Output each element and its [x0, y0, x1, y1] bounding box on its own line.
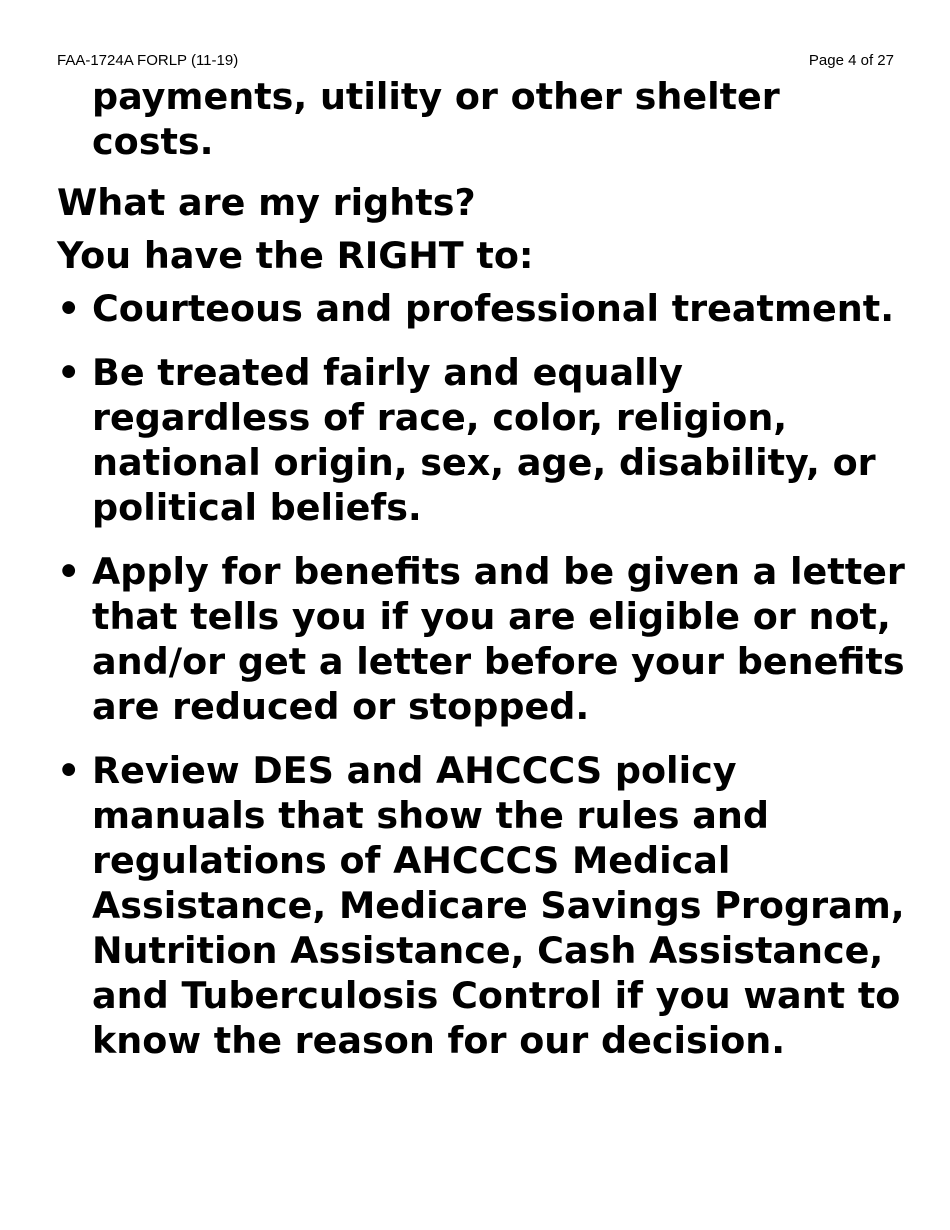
bullet-icon: • — [57, 550, 81, 593]
continued-paragraph: payments, utility or other shelter costs. — [92, 75, 780, 163]
list-item-text: Courteous and professional treatment. — [92, 287, 895, 330]
list-item — [57, 350, 907, 530]
rights-list — [57, 286, 907, 1063]
bullet-icon: • — [57, 749, 81, 792]
bullet-icon: • — [57, 351, 81, 394]
page-number: Page 4 of 27 — [808, 52, 894, 69]
list-item-text: Be treated fairly and equally regardless of race, color, religion, national origin, sex, age, disability, or political beliefs. — [92, 351, 876, 529]
list-item — [57, 286, 907, 331]
form-id: FAA-1724A FORLP (11-19) — [57, 52, 239, 69]
list-item — [57, 549, 907, 729]
document-body — [57, 74, 907, 1082]
list-item-text: Apply for benefits and be given a letter that tells you if you are eligible or not, and/or get a letter before your benefits are reduced or stopped. — [92, 550, 905, 728]
list-item-text: Review DES and AHCCCS policy manuals that show the rules and regulations of AHCCCS Medical Assistance, Medicare Savings Program, Nutrition Assistance, Cash Assistance, and Tuberculosis Control if you want to know the reason for our decision. — [92, 749, 905, 1062]
section-heading: What are my rights? — [57, 181, 476, 224]
bullet-icon: • — [57, 287, 81, 330]
list-item — [57, 748, 907, 1063]
rights-intro: You have the RIGHT to: — [57, 234, 534, 277]
page-header — [57, 52, 894, 70]
